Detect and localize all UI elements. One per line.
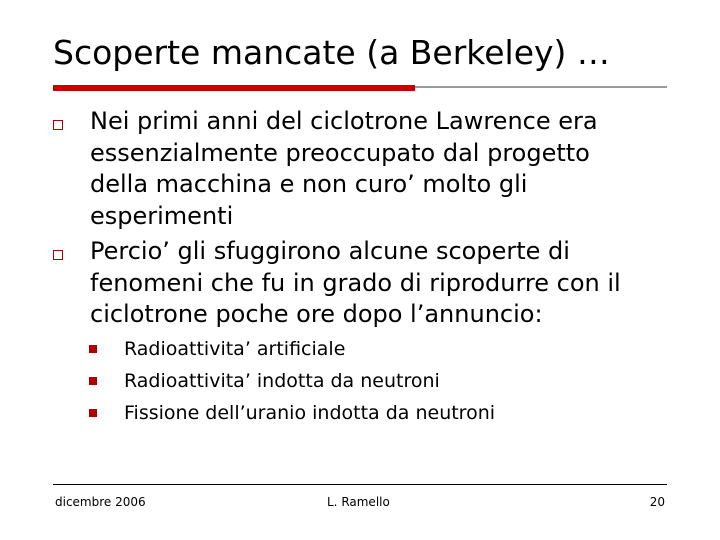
bullet-line: fenomeni che fu in grado di riprodurre con il (90, 268, 621, 297)
bullet-line: essenzialmente preoccupato dal progetto (90, 138, 590, 167)
footer-divider (53, 484, 667, 485)
bullet-text-2 (90, 236, 690, 331)
hollow-square-bullet-icon (53, 250, 63, 260)
slide-title: Scoperte mancate (a Berkeley) … (53, 33, 610, 72)
filled-square-bullet-icon (89, 377, 97, 385)
bullet-line: Percio’ gli sfuggirono alcune scoperte di (90, 237, 570, 265)
bullet-line: ciclotrone poche ore dopo l’annuncio: (90, 300, 543, 328)
sub-bullet-text: Radioattivita’ artificiale (124, 338, 346, 360)
sub-bullet-text: Fissione dell’uranio indotta da neutroni (124, 402, 496, 424)
bullet-text-1 (90, 106, 690, 232)
footer-date: dicembre 2006 (55, 495, 146, 509)
footer-author: L. Ramello (327, 495, 390, 509)
title-underline-gray (415, 86, 667, 88)
bullet-line: Nei primi anni del ciclotrone Lawrence era (90, 107, 598, 135)
bullet-line: esperimenti (90, 201, 234, 230)
filled-square-bullet-icon (89, 345, 97, 353)
title-underline-red (53, 85, 415, 91)
hollow-square-bullet-icon (53, 120, 63, 130)
sub-bullet-text: Radioattivita’ indotta da neutroni (124, 370, 440, 392)
footer-page-number: 20 (649, 495, 665, 509)
bullet-line: della macchina e non curo’ molto gli (90, 170, 528, 198)
filled-square-bullet-icon (89, 409, 97, 417)
